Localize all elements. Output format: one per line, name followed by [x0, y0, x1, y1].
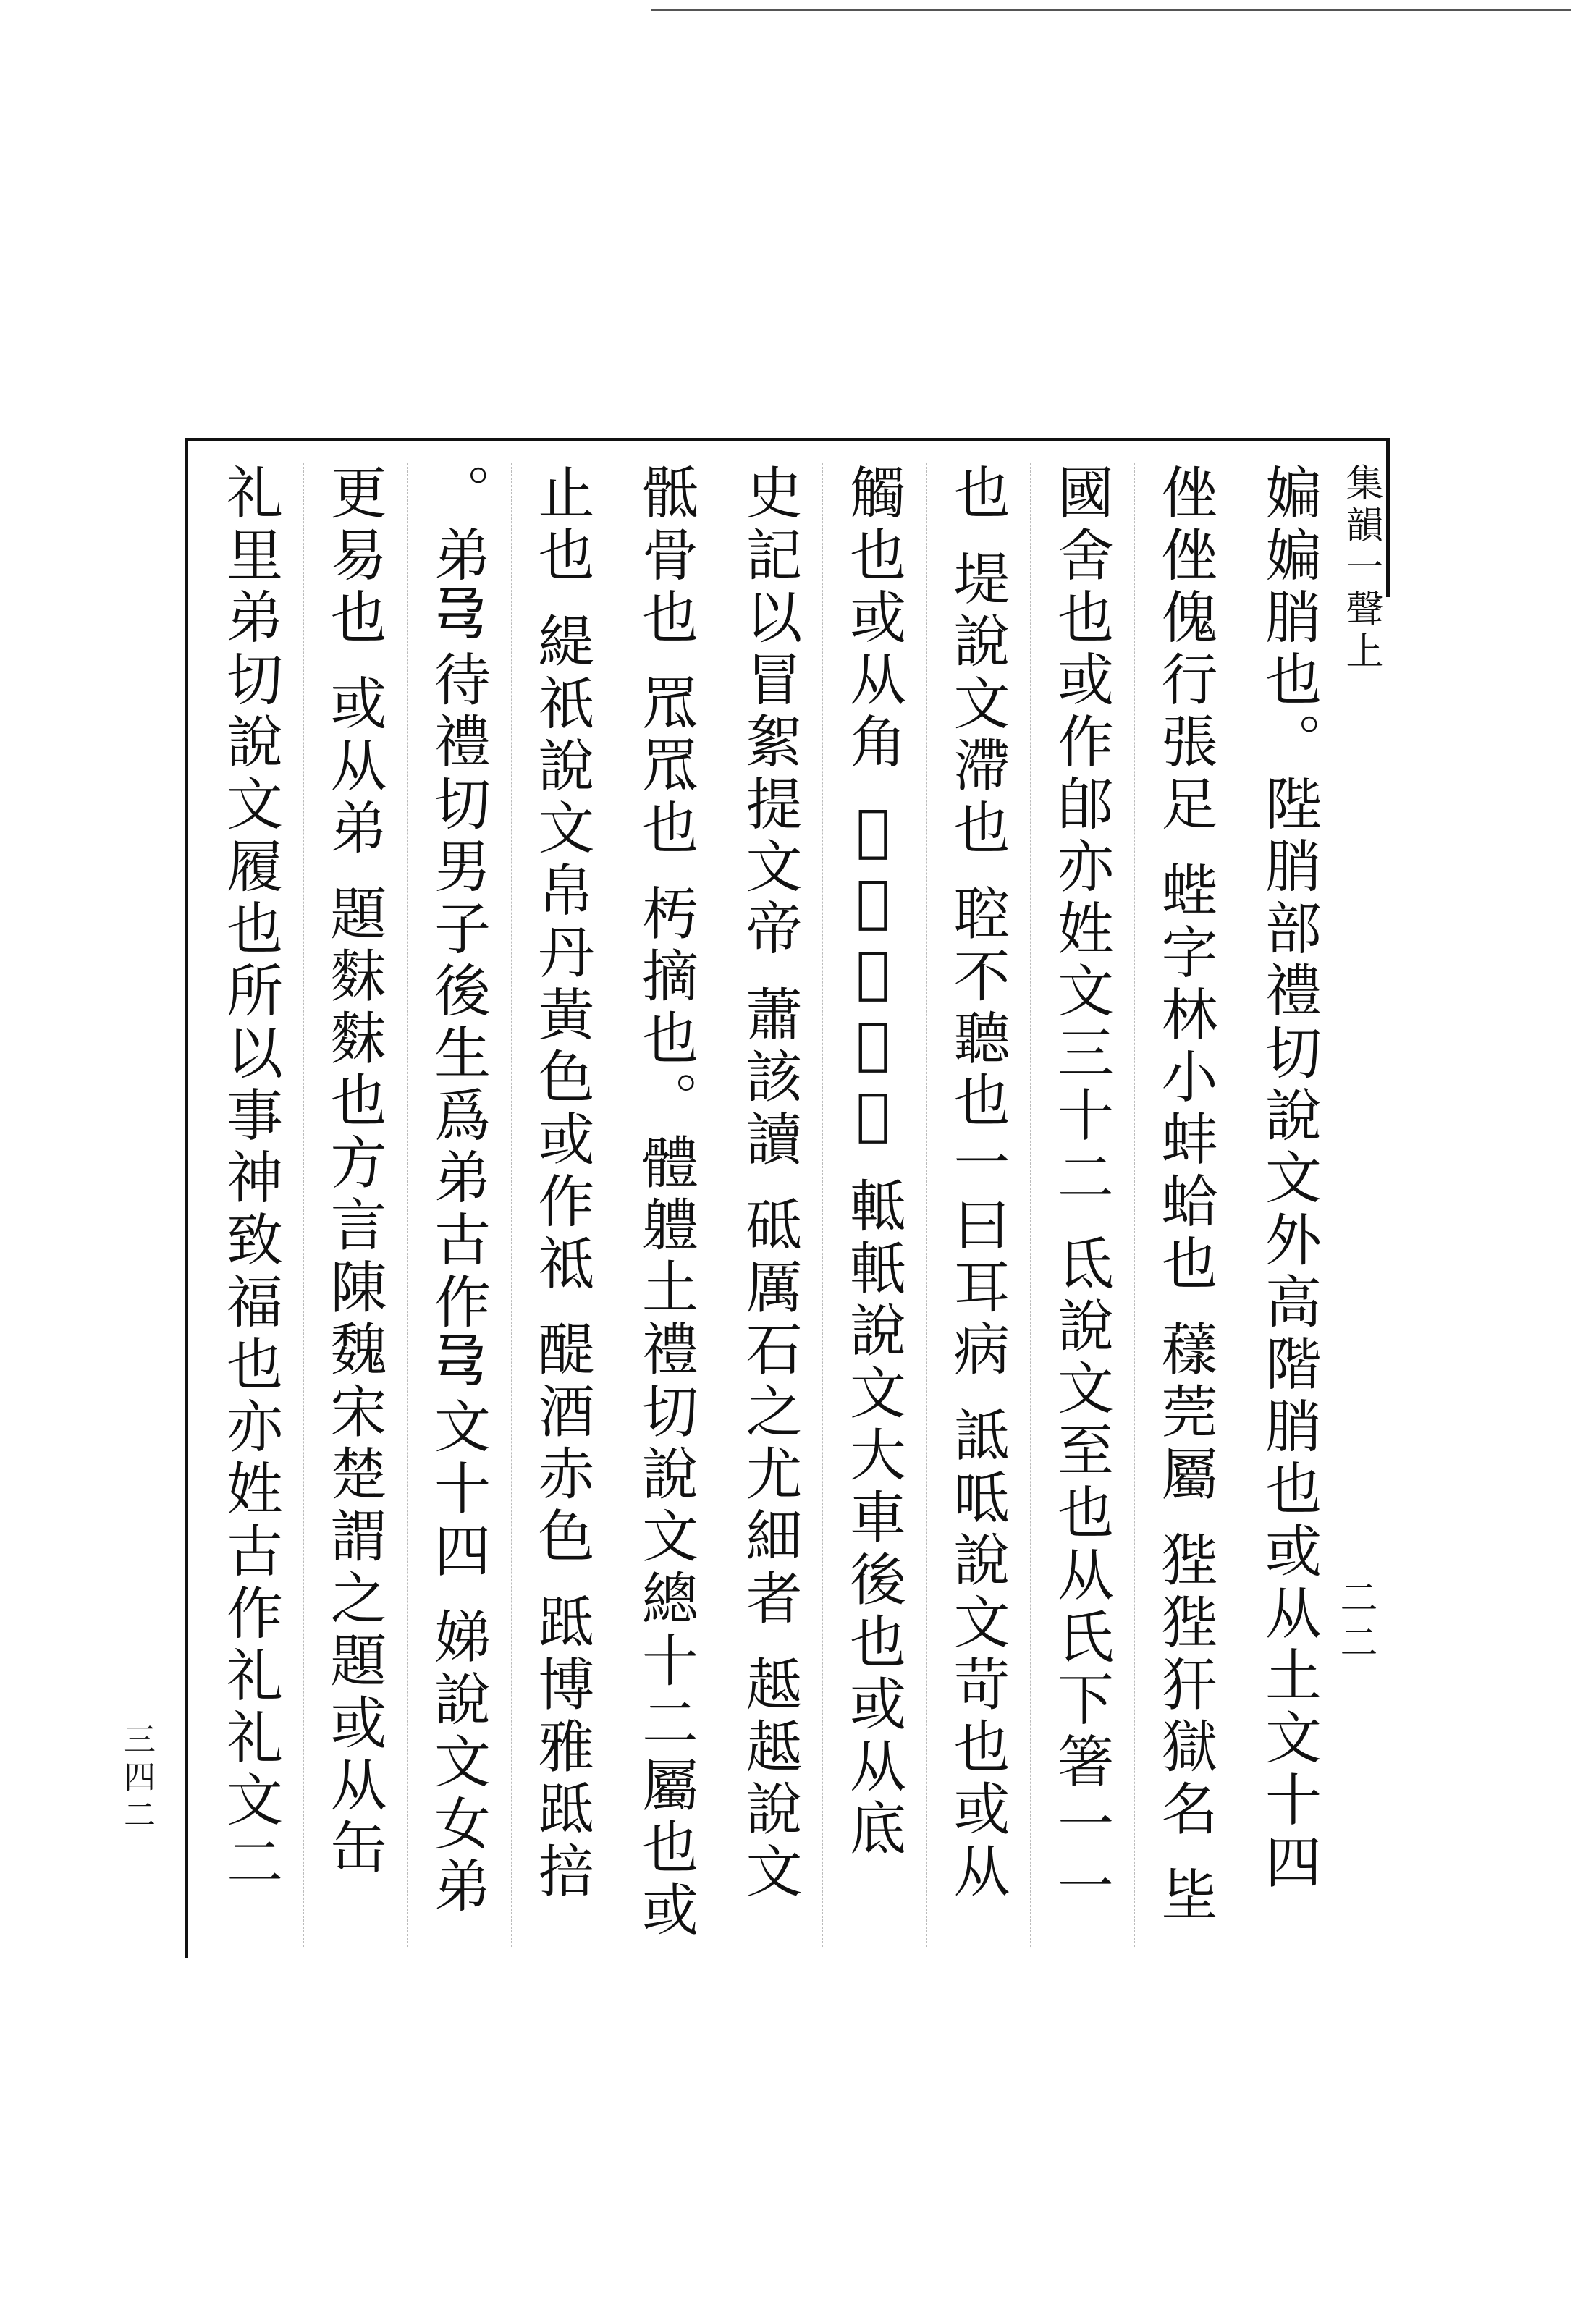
- text-columns: [199, 463, 1332, 1947]
- frame-right-rule: [1386, 438, 1390, 597]
- text-column-2: 侳侳傀行張足 蜌字林小蚌蛤也 𧁒莞屬 狴狴犴獄名 坒: [1134, 463, 1228, 1947]
- text-column-5: 觸也或从角 𢼸博雅隱也 軧軝說文大車後也或从底: [822, 463, 916, 1947]
- text-column-11: 礼里弟切說文履也所以事神致福也亦姓古作礼礼文二: [217, 463, 282, 1895]
- top-edge-rule: [651, 9, 1571, 11]
- text-column-1: 媥媥䏴也。陛䏴部禮切說文外高階䏴也或从土文十四: [1238, 463, 1332, 1947]
- text-column-6: 史記以冒絮提文帝 蕭該讀 砥厲石之尤細者 趆趆說文: [719, 463, 813, 1947]
- page-number: 三四二: [118, 1723, 155, 1835]
- text-column-4: 也 堤說文滯也 聜不聽也一曰耳病 詆呧說文苛也或从: [926, 463, 1021, 1947]
- text-column-9: 。弟𢎙待禮切男子後生爲弟古作𢎙文十四 娣說文女弟: [407, 463, 501, 1947]
- text-column-8: 止也 緹祇說文帛丹黃色或作祗 醍酒赤色 䟡博雅䟡掊: [511, 463, 605, 1947]
- folio-number: 二二: [1333, 1578, 1377, 1668]
- page-header: 集韻一聲上: [1339, 463, 1383, 673]
- text-column-3: 國舍也或作郋亦姓文三十二 氐說文至也从氏下箸一一: [1030, 463, 1124, 1947]
- text-column-10: 更易也 或从弟 題䴲䴲也方言陳魏宋楚謂之題或从缶: [303, 463, 397, 1947]
- text-column-7: 骶骨也 罛罛也 𣏓摘也。體軆土禮切說文總十二屬也或: [615, 463, 709, 1947]
